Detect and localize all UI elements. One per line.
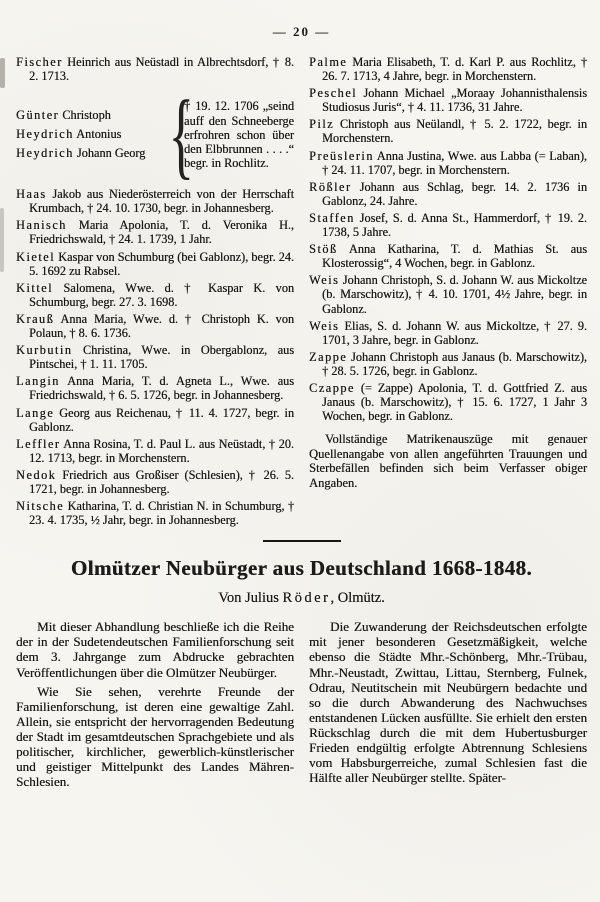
record-entry xyxy=(16,437,294,465)
record-text: Maria Apolonia, T. d. Veronika H., Friedrichswald, † 24. 1. 1739, 1 Jahr. xyxy=(29,218,294,247)
record-surname: Heydrich xyxy=(16,127,74,142)
record-text: Friedrich aus Großiser (Schlesien), † 26. 5. 1721, begr. in Johannesberg. xyxy=(29,467,294,496)
grouped-record-name xyxy=(16,106,164,125)
record-entry xyxy=(309,117,587,145)
grouped-record-details: † 19. 12. 1706 „seind auff den Schneeberge erfrohren schon über den Elbbrunnen . . . .“ begr. in Rochlitz. xyxy=(184,99,294,170)
grouped-record-names xyxy=(16,106,164,163)
record-text: Johann aus Schlag, begr. 14. 2. 1736 in Gablonz, 24. Jahre. xyxy=(322,179,587,208)
record-entry xyxy=(16,406,294,434)
record-surname: Krauß xyxy=(16,311,55,326)
record-text: Kaspar von Schumburg (bei Gablonz), begr. 24. 5. 1692 zu Rabsel. xyxy=(29,249,294,278)
record-surname: Nedok xyxy=(16,467,57,482)
grouped-record-name xyxy=(16,144,164,163)
record-text: Christoph aus Neülandl, † 5. 2. 1722, begr. in Morchenstern. xyxy=(322,117,587,146)
record-entry xyxy=(309,180,587,208)
record-surname: Stöß xyxy=(309,242,338,257)
record-text: Christoph xyxy=(59,108,111,123)
record-surname: Pilz xyxy=(309,117,335,132)
record-surname: Peschel xyxy=(309,86,358,101)
record-entry xyxy=(16,281,294,309)
record-text: Katharina, T. d. Christian N. in Schumburg, † 23. 4. 1735, ½ Jahr, begr. in Johannesberg. xyxy=(29,499,294,528)
record-surname: Weis xyxy=(309,273,340,288)
record-text: Anna Rosina, T. d. Paul L. aus Neüstadt, † 20. 12. 1713, begr. in Morchenstern. xyxy=(29,436,294,465)
record-entry xyxy=(16,374,294,402)
record-surname: Haas xyxy=(16,187,47,202)
record-surname: Heydrich xyxy=(16,146,74,161)
record-text: Anna Katharina, T. d. Mathias St. aus Klosterossig“, 4 Wochen, begr. in Gablonz. xyxy=(322,242,587,271)
record-surname: Palme xyxy=(309,55,348,69)
grouped-record xyxy=(16,81,294,189)
article-paragraph: Die Zuwanderung der Reichsdeutschen erfolgte mit jener besonderen Gesetzmäßigkeit, welche ebenso die Städte Mhr.-Schönberg, Mhr.-Trübau, Mhr.-Neustadt, Zwittau, Littau, Sternberg, Fulnek, Odrau, Neutitschein mit Neubürgern bedachte und so die durch Abwanderung des Nachwuchses entstandenen Lücken ausfüllte. Sie erhielt den ersten Rückschlag durch die mit dem Hubertusburger Frieden endgültig erfolgte Abtrennung Schlesiens vom Habsburgerreiche, zumal Schlesien fast die Hälfte aller Neubürger stellte. Später- xyxy=(309,619,587,786)
record-surname: Kittel xyxy=(16,280,54,295)
grouped-record-name xyxy=(16,125,164,144)
records-section xyxy=(16,55,587,530)
record-entry xyxy=(16,312,294,340)
record-text: Josef, S. d. Anna St., Hammerdorf, † 19. 2. 1738, 5 Jahre. xyxy=(322,210,587,240)
record-surname: Fischer xyxy=(16,55,63,69)
byline-suffix: , Olmütz. xyxy=(330,590,385,607)
article-paragraph: Mit dieser Abhandlung beschließe ich die Reihe der in der Sudetendeutschen Familienforschung seit dem 3. Jahrgange zum Abdrucke gebrachten Veröffentlichungen über die Olmützer Neubürger. xyxy=(16,619,294,680)
record-text: Johann Michael „Moraay Johannisthalensis Studiosus Juris“, † 4. 11. 1736, 31 Jahre. xyxy=(322,86,587,115)
records-column-right xyxy=(309,55,587,530)
section-divider xyxy=(263,540,341,542)
record-surname: Rößler xyxy=(309,179,352,194)
record-text: (= Zappe) Apolonia, T. d. Gottfried Z. aus Janaus (b. Marschowitz), † 15. 6. 1727, 1 Jahr 3 Wochen, begr. in Gablonz. xyxy=(322,380,587,424)
record-surname: Günter xyxy=(16,108,60,123)
record-entry xyxy=(309,350,587,378)
record-surname: Preüslerin xyxy=(309,148,374,163)
record-text: Jakob aus Niederösterreich von der Herrschaft Krumbach, † 24. 10. 1730, begr. in Johannesberg. xyxy=(29,187,294,216)
scan-smudge xyxy=(0,208,4,272)
article-column-left xyxy=(16,619,294,789)
record-text: Maria Elisabeth, T. d. Karl P. aus Rochlitz, † 26. 7. 1713, 4 Jahre, begr. in Morchenstern. xyxy=(322,55,587,84)
record-text: Johann Christoph, S. d. Johann W. aus Mickoltze (b. Marschowitz), † 4. 10. 1701, 4½ Jahre, begr. in Gablonz. xyxy=(322,273,587,316)
record-entry xyxy=(309,242,587,270)
record-text: Elias, S. d. Johann W. aus Mickoltze, † 27. 9. 1701, 3 Jahre, begr. in Gablonz. xyxy=(322,318,587,347)
record-entry xyxy=(16,250,294,278)
record-surname: Czappe xyxy=(309,380,355,395)
article-column-right xyxy=(309,619,587,789)
record-surname: Nitsche xyxy=(16,499,65,514)
record-entry xyxy=(16,187,294,215)
record-text: Antonius xyxy=(73,127,122,142)
record-surname: Kurbutin xyxy=(16,343,73,358)
record-entry xyxy=(16,499,294,527)
record-surname: Leffler xyxy=(16,436,61,451)
record-entry xyxy=(16,55,294,83)
page-number: — 20 — xyxy=(272,24,331,39)
record-entry xyxy=(16,218,294,246)
record-surname: Langin xyxy=(16,374,60,389)
record-text: Anna Maria, T. d. Agneta L., Wwe. aus Friedrichswald, † 6. 5. 1726, begr. in Johannesberg. xyxy=(29,374,294,403)
record-entry xyxy=(309,149,587,177)
article-title: Olmützer Neubürger aus Deutschland 1668-1848. xyxy=(70,556,533,581)
record-entry xyxy=(309,381,587,423)
byline-prefix: Von Julius xyxy=(218,590,283,607)
record-surname: Hanisch xyxy=(16,218,67,233)
record-surname: Kietel xyxy=(16,249,56,264)
record-text: Heinrich aus Neüstadl in Albrechtsdorf, † 8. 2. 1713. xyxy=(29,55,294,84)
article-body xyxy=(16,619,587,789)
record-text: Georg aus Reichenau, † 11. 4. 1727, begr. in Gablonz. xyxy=(29,405,294,434)
record-entry xyxy=(309,319,587,347)
record-entry xyxy=(309,273,587,315)
record-entry xyxy=(309,86,587,114)
record-text: Anna Justina, Wwe. aus Labba (= Laban), † 24. 11. 1707, begr. in Morchenstern. xyxy=(322,148,587,177)
record-entry xyxy=(16,468,294,496)
record-text: Johann Christoph aus Janaus (b. Marschowitz), † 28. 5. 1726, begr. in Gablonz. xyxy=(322,349,587,378)
record-entry xyxy=(309,55,587,83)
record-text: Salomena, Wwe. d. † Kaspar K. von Schumburg, begr. 27. 3. 1698. xyxy=(29,280,294,309)
record-surname: Weis xyxy=(309,318,340,333)
record-entry xyxy=(309,211,587,239)
record-text: Anna Maria, Wwe. d. † Christoph K. von Polaun, † 8. 6. 1736. xyxy=(29,311,294,341)
record-surname: Zappe xyxy=(309,349,348,364)
record-text: Johann Georg xyxy=(73,146,146,161)
record-entry xyxy=(16,343,294,371)
record-surname: Staffen xyxy=(309,210,355,225)
curly-brace-glyph: { xyxy=(168,81,195,189)
record-surname: Lange xyxy=(16,405,55,420)
source-note: Vollständige Matrikenauszüge mit genauer Quellenangabe von allen angeführten Trauungen und Sterbefällen befinden sich beim Verfasser obiger Angaben. xyxy=(309,432,587,491)
scan-smudge xyxy=(0,58,5,88)
article-paragraph: Wie Sie sehen, verehrte Freunde der Familienforschung, ist deren eine gewaltige Zahl. Allein, sie entspricht der hervorragenden Bedeutung der Stadt im gesamtdeutschen Sprachgebiete und als politischer, kirchlicher, gewerblich-künstlerischer und geistiger Mittelpunkt des Landes Mähren-Schlesien. xyxy=(16,683,294,790)
article-byline xyxy=(16,590,587,607)
records-column-left xyxy=(16,55,294,530)
byline-author-name: Röder xyxy=(282,590,331,607)
record-text: Christina, Wwe. in Obergablonz, aus Pintschei, † 1. 11. 1705. xyxy=(29,343,294,372)
